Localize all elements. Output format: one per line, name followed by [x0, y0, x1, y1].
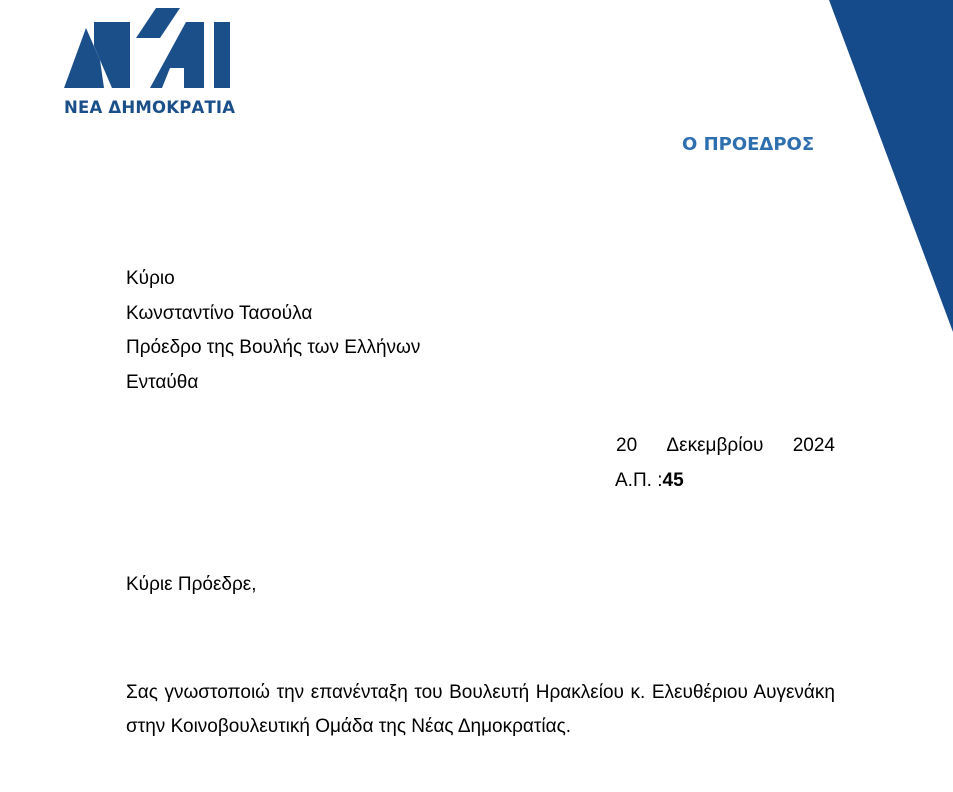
date-year: 2024 — [792, 435, 835, 456]
party-logo-mark — [64, 8, 236, 94]
protocol-value: 45 — [662, 470, 684, 491]
recipient-block — [126, 262, 420, 400]
letter-date — [616, 435, 835, 457]
protocol-label: Α.Π. : — [615, 470, 663, 491]
party-name: ΝΕΑ ΔΗΜΟΚΡΑΤΙΑ — [64, 98, 236, 117]
letter-body: Σας γνωστοποιώ την επανένταξη του Βουλευτή Ηρακλείου κ. Ελευθέριου Αυγενάκη στην Κοινοβουλευτική Ομάδα της Νέας Δημοκρατίας. — [126, 682, 835, 737]
date-month: Δεκεμβρίου — [666, 435, 764, 456]
recipient-line: Ενταύθα — [126, 371, 199, 393]
recipient-line: Πρόεδρο της Βουλής των Ελλήνων — [126, 337, 421, 358]
salutation: Κύριε Πρόεδρε, — [126, 574, 257, 595]
date-day: 20 — [616, 435, 638, 456]
party-logo — [64, 8, 236, 120]
protocol-number — [615, 470, 684, 492]
sender-title: Ο ΠΡΟΕΔΡΟΣ — [682, 134, 815, 155]
recipient-line: Κωνσταντίνο Τασούλα — [126, 302, 313, 324]
recipient-line: Κύριο — [126, 268, 175, 289]
